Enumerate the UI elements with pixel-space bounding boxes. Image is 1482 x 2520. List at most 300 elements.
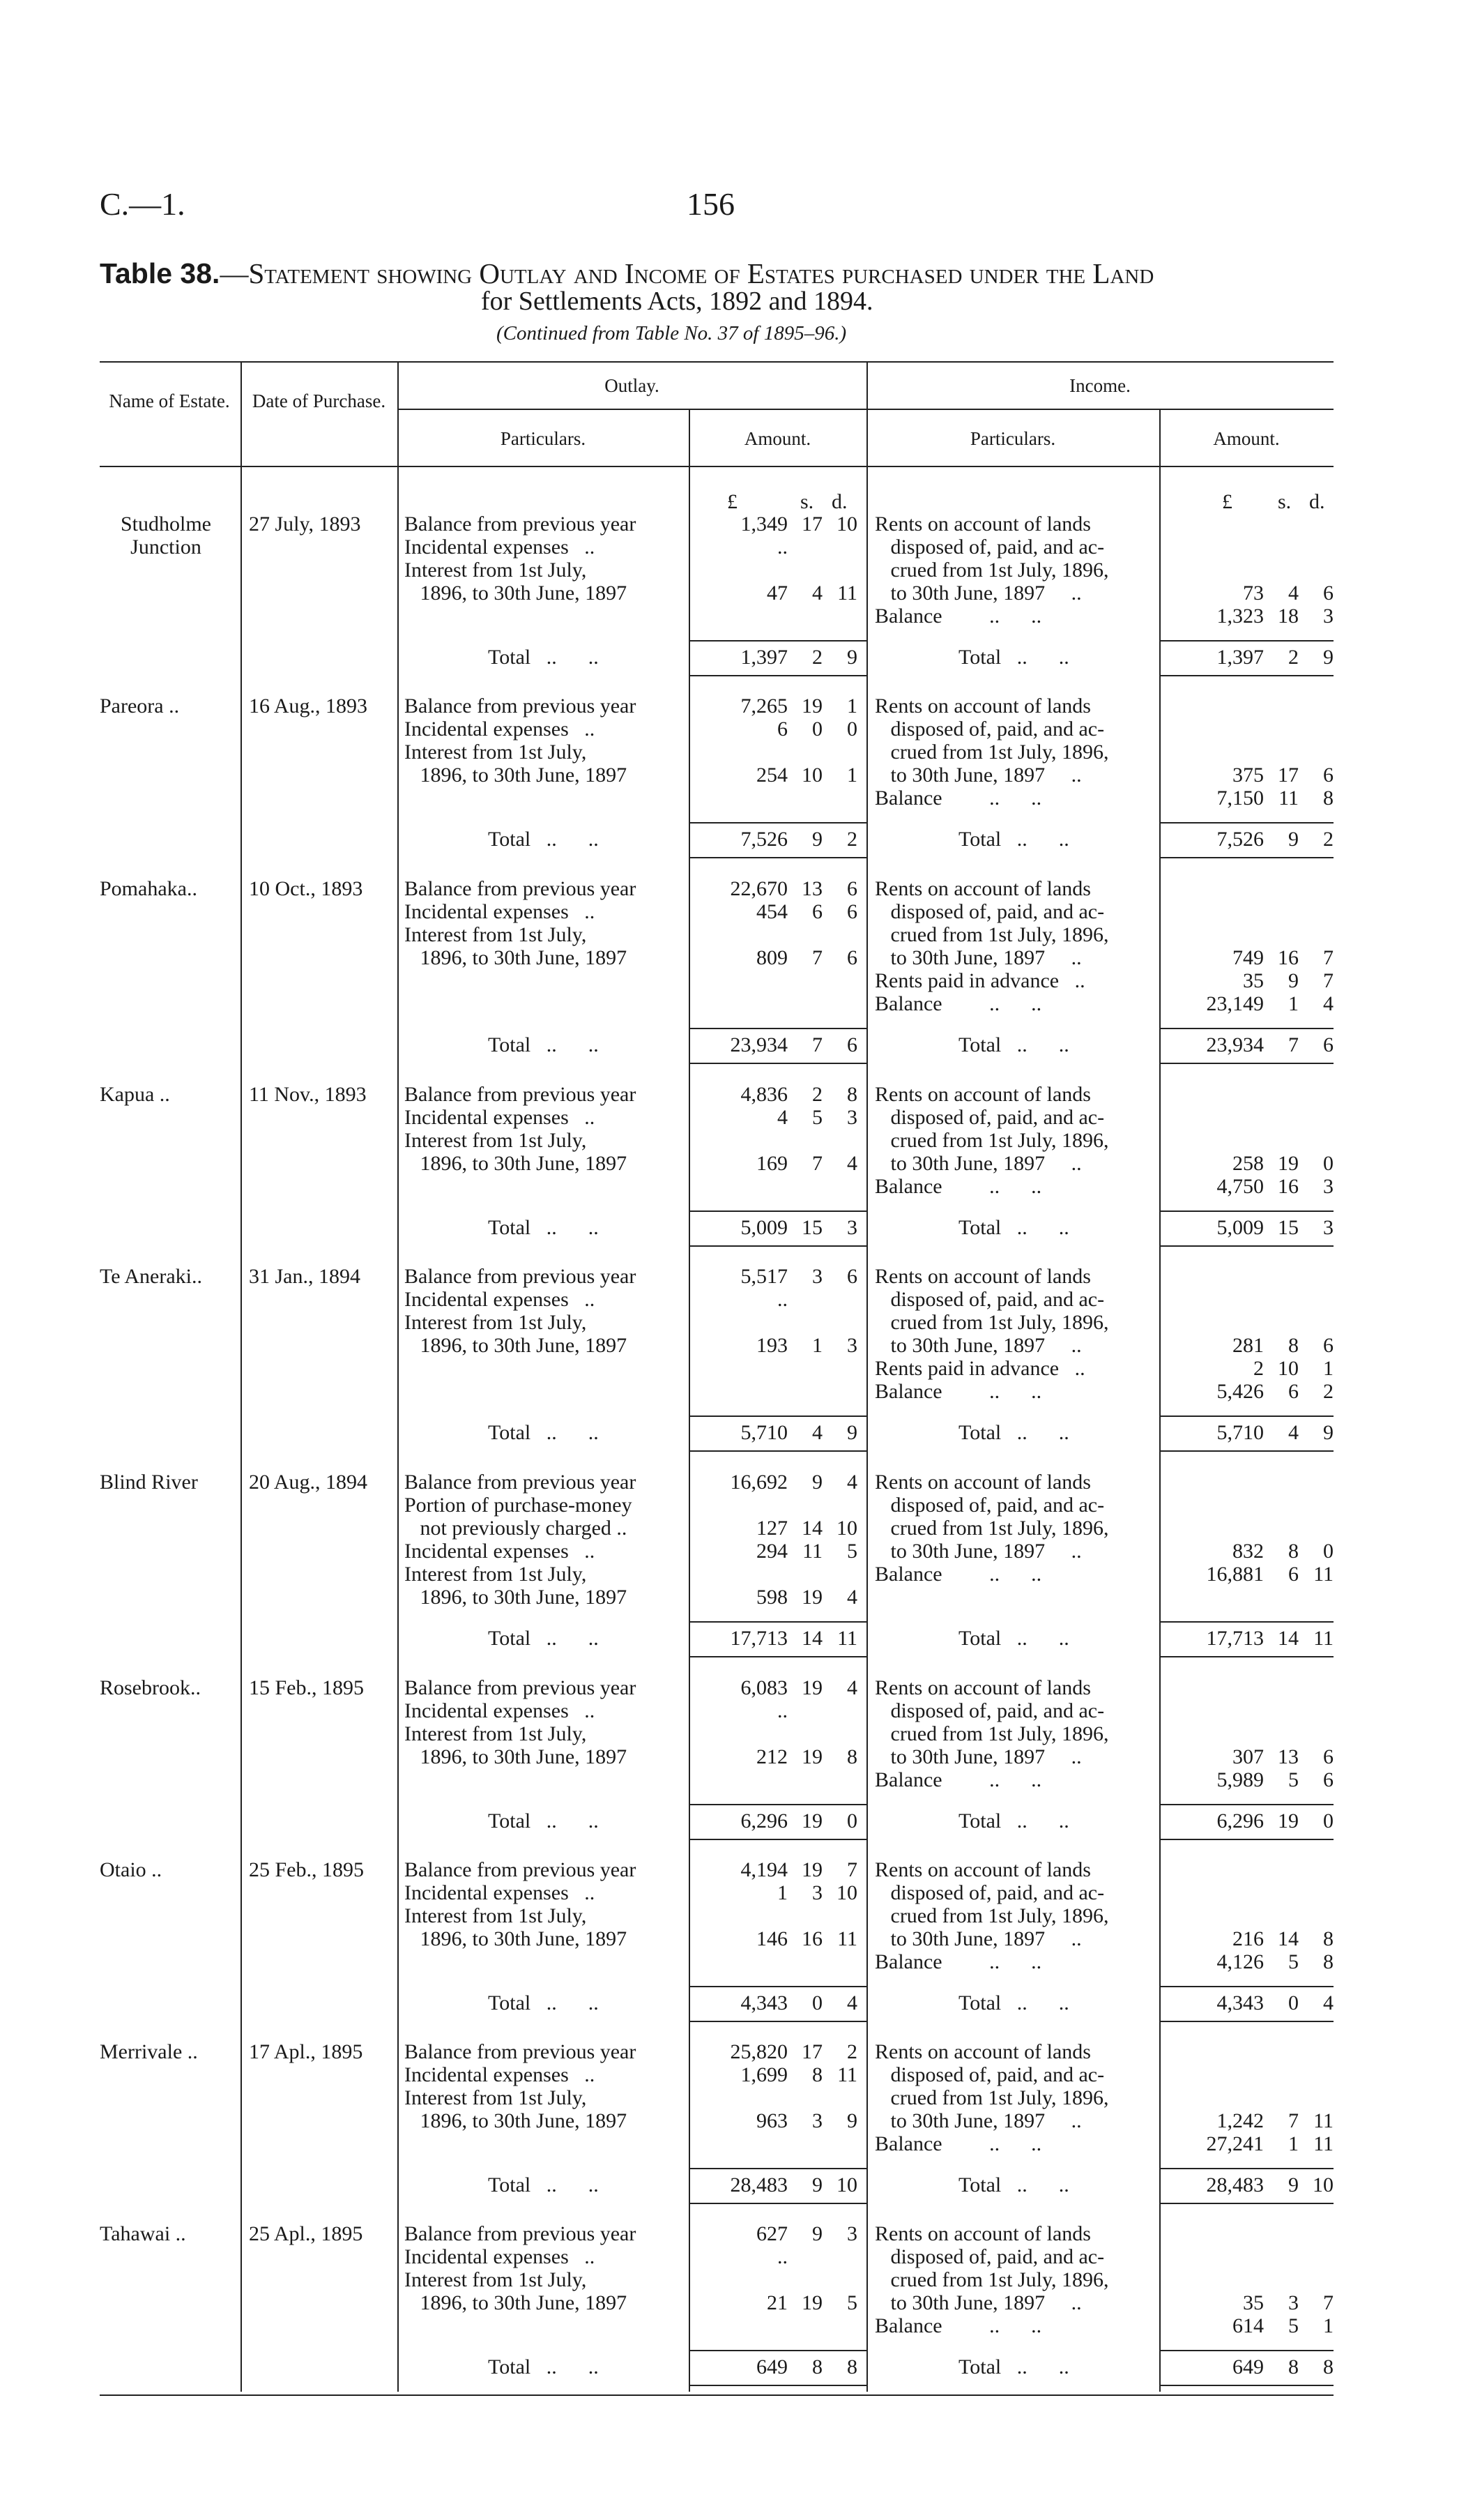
outlay-total-label: Total .. .. xyxy=(488,1627,599,1650)
amount-pounds: 146 xyxy=(756,1927,788,1950)
estate-name xyxy=(100,2040,239,2063)
amount-pence: 3 xyxy=(1323,1175,1334,1198)
total-amount-part: 6,296 xyxy=(1216,1809,1264,1832)
amount-pounds xyxy=(1180,923,1264,946)
amount-shillings xyxy=(788,2268,823,2291)
amount-row xyxy=(687,1288,857,1311)
subtotal-rule xyxy=(689,1804,866,1805)
amount-pence: 11 xyxy=(837,582,857,605)
purchase-date: 10 Oct., 1893 xyxy=(249,877,363,900)
amount-shillings xyxy=(788,1904,823,1927)
income-particulars xyxy=(875,1265,1164,1403)
amount-pounds xyxy=(1180,1494,1264,1517)
table-bottom-rule xyxy=(100,2394,1334,2396)
income-line: Balance .. .. xyxy=(875,605,1042,628)
table-title xyxy=(100,257,1154,290)
amount-pence: 10 xyxy=(837,1517,857,1540)
income-total xyxy=(1166,1809,1334,1832)
amount-pence: 5 xyxy=(847,2291,857,2314)
income-line: Balance .. .. xyxy=(875,2132,1042,2155)
amount-shillings: 8 xyxy=(1288,1334,1299,1357)
amount-pence: 1 xyxy=(1323,2314,1334,2337)
total-amount-part: 14 xyxy=(802,1627,823,1650)
amount-pence: 2 xyxy=(1323,1380,1334,1403)
amount-shillings: 8 xyxy=(1288,1540,1299,1563)
total-amount-part: 7,526 xyxy=(740,828,788,851)
amount-pence: 8 xyxy=(847,1745,857,1768)
amount-pounds: 749 xyxy=(1232,946,1264,969)
total-amount-part: 9 xyxy=(847,646,857,669)
amount-row xyxy=(1166,2173,1334,2196)
amount-row xyxy=(1166,787,1334,810)
outlay-line: 1896, to 30th June, 1897 xyxy=(404,1745,627,1768)
outlay-line: Incidental expenses .. xyxy=(404,1540,595,1563)
amount-row xyxy=(1166,1676,1334,1699)
total-amount-part: 11 xyxy=(837,1627,857,1650)
amount-row xyxy=(687,900,857,923)
amount-pounds: 7,265 xyxy=(740,694,788,718)
total-rule xyxy=(1159,1839,1334,1840)
unit-shilling: s. xyxy=(800,490,814,513)
amount-pence xyxy=(1299,923,1334,946)
outlay-particulars xyxy=(404,1265,687,1357)
amount-row xyxy=(687,2040,857,2063)
amount-pence: 0 xyxy=(1323,1540,1334,1563)
amount-shillings xyxy=(788,1563,823,1586)
outlay-amounts xyxy=(687,2222,857,2314)
income-line: disposed of, paid, and ac- xyxy=(875,2245,1105,2268)
total-amount-part: 9 xyxy=(1323,646,1334,669)
income-total-label: Total .. .. xyxy=(958,828,1069,851)
amount-shillings: 17 xyxy=(802,513,823,536)
outlay-line: Interest from 1st July, xyxy=(404,2086,587,2109)
income-line: disposed of, paid, and ac- xyxy=(875,536,1105,559)
unit-pound: £ xyxy=(727,490,738,513)
amount-shillings: 5 xyxy=(812,1106,823,1129)
amount-pounds xyxy=(1180,1129,1264,1152)
amount-pence xyxy=(1299,1517,1334,1540)
income-line: to 30th June, 1897 .. xyxy=(875,1540,1082,1563)
outlay-amounts xyxy=(687,2040,857,2132)
amount-row xyxy=(1166,1129,1334,1152)
amount-row xyxy=(687,2355,857,2378)
amount-pence xyxy=(1299,536,1334,559)
subtotal-rule xyxy=(1159,1986,1334,1987)
amount-pounds: 25,820 xyxy=(730,2040,788,2063)
subtotal-rule xyxy=(1159,2168,1334,2169)
outlay-amounts xyxy=(687,1265,857,1357)
amount-row xyxy=(687,1586,857,1609)
amount-row xyxy=(1166,2086,1334,2109)
amount-shillings xyxy=(1264,1676,1299,1699)
total-rule xyxy=(689,675,866,676)
total-amount-part: 15 xyxy=(802,1216,823,1239)
amount-row xyxy=(1166,741,1334,764)
total-rule xyxy=(1159,1450,1334,1452)
subtotal-rule xyxy=(689,1415,866,1417)
outlay-line: Incidental expenses .. xyxy=(404,1288,595,1311)
amount-pence: 3 xyxy=(1323,605,1334,628)
amount-pence: 10 xyxy=(837,1881,857,1904)
subtotal-rule xyxy=(689,1028,866,1029)
income-particulars xyxy=(875,1858,1164,1973)
amount-pence xyxy=(1299,1881,1334,1904)
amount-pence xyxy=(823,741,857,764)
outlay-particulars xyxy=(404,877,687,969)
amount-pounds: 832 xyxy=(1232,1540,1264,1563)
amount-shillings: 16 xyxy=(802,1927,823,1950)
amount-pounds: 212 xyxy=(756,1745,788,1768)
amount-pounds xyxy=(704,923,788,946)
outlay-total xyxy=(687,646,857,669)
amount-row xyxy=(1166,1722,1334,1745)
amount-pounds xyxy=(1180,1471,1264,1494)
amount-pence xyxy=(823,1699,857,1722)
outlay-particulars xyxy=(404,1471,687,1609)
outlay-particulars xyxy=(404,2040,687,2132)
amount-pence: 4 xyxy=(847,1471,857,1494)
amount-pence: 5 xyxy=(847,1540,857,1563)
amount-pence xyxy=(1299,1904,1334,1927)
amount-shillings xyxy=(1264,513,1299,536)
estate-name-text: Merrivale .. xyxy=(100,2040,198,2063)
amount-row xyxy=(687,694,857,718)
income-total xyxy=(1166,646,1334,669)
amount-pounds: 4,750 xyxy=(1216,1175,1264,1198)
amount-pounds: 216 xyxy=(1232,1927,1264,1950)
amount-shillings xyxy=(788,1494,823,1517)
unit-pound: £ xyxy=(1222,490,1232,513)
subtotal-rule xyxy=(1159,1804,1334,1805)
outlay-line: Interest from 1st July, xyxy=(404,741,587,764)
amount-pounds: 1,323 xyxy=(1216,605,1264,628)
total-amount-part: 8 xyxy=(1288,2355,1299,2378)
table-continuation-note: (Continued from Table No. 37 of 1895–96.) xyxy=(496,322,847,344)
amount-pence: 4 xyxy=(847,1586,857,1609)
amount-shillings: 3 xyxy=(812,1265,823,1288)
total-amount-part: 0 xyxy=(1288,1991,1299,2014)
amount-row xyxy=(1166,1334,1334,1357)
outlay-particulars xyxy=(404,513,687,605)
amount-pounds: 258 xyxy=(1232,1152,1264,1175)
amount-shillings: 6 xyxy=(1288,1563,1299,1586)
total-amount-part: 0 xyxy=(812,1991,823,2014)
amount-row xyxy=(1166,582,1334,605)
amount-row xyxy=(687,1904,857,1927)
outlay-total xyxy=(687,1627,857,1650)
amount-row xyxy=(687,923,857,946)
amount-pounds xyxy=(1180,1676,1264,1699)
total-amount-part: 11 xyxy=(1313,1627,1334,1650)
amount-row xyxy=(1166,1265,1334,1288)
column-rule xyxy=(240,361,242,2392)
total-rule xyxy=(689,1450,866,1452)
amount-row xyxy=(1166,513,1334,536)
amount-row xyxy=(1166,1380,1334,1403)
outlay-amounts xyxy=(687,1083,857,1175)
amount-pence: 7 xyxy=(1323,946,1334,969)
outlay-line: Balance from previous year xyxy=(404,1083,636,1106)
outlay-total xyxy=(687,2173,857,2196)
amount-shillings: 19 xyxy=(802,1858,823,1881)
amount-shillings: 19 xyxy=(802,1745,823,1768)
amount-row xyxy=(1166,2291,1334,2314)
purchase-date: 11 Nov., 1893 xyxy=(249,1083,367,1106)
amount-pence xyxy=(823,2268,857,2291)
amount-pence xyxy=(1299,1083,1334,1106)
amount-shillings xyxy=(788,923,823,946)
amount-row xyxy=(1166,969,1334,992)
amount-pence xyxy=(823,559,857,582)
amount-shillings: 16 xyxy=(1278,1175,1299,1198)
amount-row xyxy=(687,718,857,741)
amount-shillings xyxy=(788,1722,823,1745)
amount-pounds: 193 xyxy=(756,1334,788,1357)
total-rule xyxy=(1159,1245,1334,1247)
amount-row xyxy=(1166,1699,1334,1722)
outlay-total-label: Total .. .. xyxy=(488,2355,599,2378)
amount-pounds: .. xyxy=(777,536,788,559)
amount-shillings xyxy=(788,1288,823,1311)
amount-shillings: 1 xyxy=(812,1334,823,1357)
amount-row xyxy=(687,2222,857,2245)
amount-row xyxy=(687,1809,857,1832)
income-total xyxy=(1166,1216,1334,1239)
outlay-line: Interest from 1st July, xyxy=(404,923,587,946)
amount-pence xyxy=(1299,877,1334,900)
outlay-line: 1896, to 30th June, 1897 xyxy=(404,1927,627,1950)
amount-shillings xyxy=(1264,2268,1299,2291)
income-line: Rents on account of lands xyxy=(875,2222,1091,2245)
amount-pounds: 35 xyxy=(1243,2291,1264,2314)
income-total-label: Total .. .. xyxy=(958,1033,1069,1056)
income-particulars xyxy=(875,2040,1164,2155)
income-amounts xyxy=(1166,2040,1334,2155)
income-line: crued from 1st July, 1896, xyxy=(875,1904,1109,1927)
amount-shillings: 5 xyxy=(1288,2314,1299,2337)
amount-row xyxy=(1166,1152,1334,1175)
amount-shillings xyxy=(1264,1311,1299,1334)
amount-shillings: 13 xyxy=(1278,1745,1299,1768)
total-amount-part: 5,710 xyxy=(1216,1421,1264,1444)
amount-pounds: 614 xyxy=(1232,2314,1264,2337)
col-header-outlay: Outlay. xyxy=(604,375,659,396)
amount-shillings xyxy=(1264,1265,1299,1288)
total-amount-part: 4 xyxy=(1288,1421,1299,1444)
income-total-label: Total .. .. xyxy=(958,1809,1069,1832)
total-rule xyxy=(1159,1656,1334,1657)
amount-row xyxy=(687,2291,857,2314)
outlay-line: Balance from previous year xyxy=(404,2040,636,2063)
total-amount-part: 9 xyxy=(1288,2173,1299,2196)
outlay-total-label: Total .. .. xyxy=(488,1033,599,1056)
amount-pounds xyxy=(1180,2086,1264,2109)
amount-row xyxy=(1166,2040,1334,2063)
total-amount-part: 6 xyxy=(1323,1033,1334,1056)
outlay-line: Balance from previous year xyxy=(404,1471,636,1494)
amount-row xyxy=(687,1540,857,1563)
outlay-amounts xyxy=(687,1471,857,1609)
outlay-total xyxy=(687,1809,857,1832)
amount-pounds xyxy=(1180,2040,1264,2063)
amount-shillings xyxy=(1264,1904,1299,1927)
amount-pence xyxy=(1299,1129,1334,1152)
amount-pence: 11 xyxy=(1313,2109,1334,2132)
total-amount-part: 0 xyxy=(847,1809,857,1832)
amount-row xyxy=(687,2063,857,2086)
estate-name xyxy=(100,1471,239,1494)
amount-pence: 6 xyxy=(847,900,857,923)
outlay-amounts xyxy=(687,1858,857,1950)
income-line: crued from 1st July, 1896, xyxy=(875,559,1109,582)
amount-pounds xyxy=(1180,694,1264,718)
estate-name-text: Rosebrook.. xyxy=(100,1676,201,1699)
amount-row xyxy=(687,1265,857,1288)
income-total-label: Total .. .. xyxy=(958,1627,1069,1650)
amount-shillings: 19 xyxy=(802,1586,823,1609)
amount-pounds xyxy=(704,1494,788,1517)
income-line: to 30th June, 1897 .. xyxy=(875,1745,1082,1768)
amount-pounds: 169 xyxy=(756,1152,788,1175)
amount-row xyxy=(687,1699,857,1722)
amount-pence xyxy=(823,1494,857,1517)
amount-pence: 6 xyxy=(1323,1768,1334,1791)
amount-pounds xyxy=(1180,1699,1264,1722)
total-amount-part: 4 xyxy=(847,1991,857,2014)
amount-pence xyxy=(1299,741,1334,764)
amount-pounds: 963 xyxy=(756,2109,788,2132)
amount-shillings: 10 xyxy=(1278,1357,1299,1380)
amount-pence: 8 xyxy=(1323,1950,1334,1973)
amount-row xyxy=(687,1216,857,1239)
column-rule xyxy=(866,361,868,2392)
amount-pounds: .. xyxy=(777,1699,788,1722)
amount-pounds: 7,150 xyxy=(1216,787,1264,810)
income-amounts xyxy=(1166,2222,1334,2337)
amount-shillings xyxy=(1264,741,1299,764)
amount-pounds: 6 xyxy=(777,718,788,741)
outlay-line: Interest from 1st July, xyxy=(404,2268,587,2291)
amount-shillings: 0 xyxy=(812,718,823,741)
total-amount-part: 10 xyxy=(837,2173,857,2196)
amount-shillings xyxy=(1264,2040,1299,2063)
amount-pence: 7 xyxy=(1323,969,1334,992)
total-amount-part: 9 xyxy=(812,2173,823,2196)
amount-pence: 1 xyxy=(847,764,857,787)
amount-pounds: 22,670 xyxy=(730,877,788,900)
amount-pence: 6 xyxy=(847,877,857,900)
outlay-line: Interest from 1st July, xyxy=(404,1563,587,1586)
amount-row xyxy=(687,764,857,787)
estate-name xyxy=(100,2222,239,2245)
amount-shillings xyxy=(1264,2245,1299,2268)
amount-pounds: 294 xyxy=(756,1540,788,1563)
amount-pounds xyxy=(1180,2245,1264,2268)
amount-shillings xyxy=(1264,2063,1299,2086)
total-rule xyxy=(689,1839,866,1840)
estate-name-text: Otaio .. xyxy=(100,1858,162,1881)
amount-pence: 6 xyxy=(847,1265,857,1288)
amount-pence xyxy=(1299,2063,1334,2086)
income-line: crued from 1st July, 1896, xyxy=(875,1311,1109,1334)
income-line: to 30th June, 1897 .. xyxy=(875,2109,1082,2132)
total-amount-part: 3 xyxy=(847,1216,857,1239)
outlay-line: 1896, to 30th June, 1897 xyxy=(404,764,627,787)
income-line: to 30th June, 1897 .. xyxy=(875,946,1082,969)
income-line: Rents paid in advance .. xyxy=(875,1357,1085,1380)
amount-row xyxy=(1166,946,1334,969)
subtotal-rule xyxy=(689,1621,866,1623)
amount-pence xyxy=(1299,1311,1334,1334)
income-line: crued from 1st July, 1896, xyxy=(875,2268,1109,2291)
outlay-amounts xyxy=(687,694,857,787)
amount-shillings: 3 xyxy=(812,1881,823,1904)
amount-row xyxy=(1166,1471,1334,1494)
amount-shillings xyxy=(788,1311,823,1334)
income-line: crued from 1st July, 1896, xyxy=(875,1517,1109,1540)
amount-pounds: 307 xyxy=(1232,1745,1264,1768)
amount-row xyxy=(1166,1106,1334,1129)
amount-pence: 1 xyxy=(847,694,857,718)
total-amount-part: 19 xyxy=(802,1809,823,1832)
outlay-line: Balance from previous year xyxy=(404,694,636,718)
amount-pence: 4 xyxy=(847,1152,857,1175)
amount-row xyxy=(1166,992,1334,1015)
income-line: to 30th June, 1897 .. xyxy=(875,764,1082,787)
income-line: Balance .. .. xyxy=(875,992,1042,1015)
amount-pence: 6 xyxy=(1323,764,1334,787)
amount-row xyxy=(687,1676,857,1699)
total-rule xyxy=(1159,1063,1334,1064)
income-line: disposed of, paid, and ac- xyxy=(875,900,1105,923)
subtotal-rule xyxy=(1159,1621,1334,1623)
amount-pence: 3 xyxy=(847,2222,857,2245)
amount-shillings: 19 xyxy=(1278,1152,1299,1175)
outlay-total xyxy=(687,2355,857,2378)
col-header-name: Name of Estate. xyxy=(109,390,230,411)
income-line: Balance .. .. xyxy=(875,1950,1042,1973)
income-total-label: Total .. .. xyxy=(958,1421,1069,1444)
amount-shillings xyxy=(1264,2222,1299,2245)
outlay-line: Balance from previous year xyxy=(404,1858,636,1881)
income-total-label: Total .. .. xyxy=(958,2355,1069,2378)
total-amount-part: 5,009 xyxy=(1216,1216,1264,1239)
total-amount-part: 17,713 xyxy=(730,1627,788,1650)
document-reference: C.—1. xyxy=(100,186,185,222)
amount-shillings xyxy=(788,1699,823,1722)
total-amount-part: 6,296 xyxy=(740,1809,788,1832)
total-amount-part: 8 xyxy=(847,2355,857,2378)
amount-row xyxy=(1166,2245,1334,2268)
unit-pence: d. xyxy=(1309,490,1325,513)
amount-shillings xyxy=(788,2086,823,2109)
total-amount-part: 5,710 xyxy=(740,1421,788,1444)
amount-pounds xyxy=(704,1904,788,1927)
amount-pence xyxy=(1299,513,1334,536)
amount-pounds: 47 xyxy=(767,582,788,605)
amount-pence xyxy=(1299,2245,1334,2268)
purchase-date: 27 July, 1893 xyxy=(249,513,361,536)
amount-pounds xyxy=(1180,900,1264,923)
amount-pounds xyxy=(704,559,788,582)
amount-pence xyxy=(1299,1722,1334,1745)
subtotal-rule xyxy=(689,640,866,642)
amount-pence xyxy=(1299,1699,1334,1722)
outlay-line: Balance from previous year xyxy=(404,877,636,900)
amount-shillings xyxy=(788,536,823,559)
amount-pence: 7 xyxy=(1323,2291,1334,2314)
amount-row xyxy=(1166,1083,1334,1106)
